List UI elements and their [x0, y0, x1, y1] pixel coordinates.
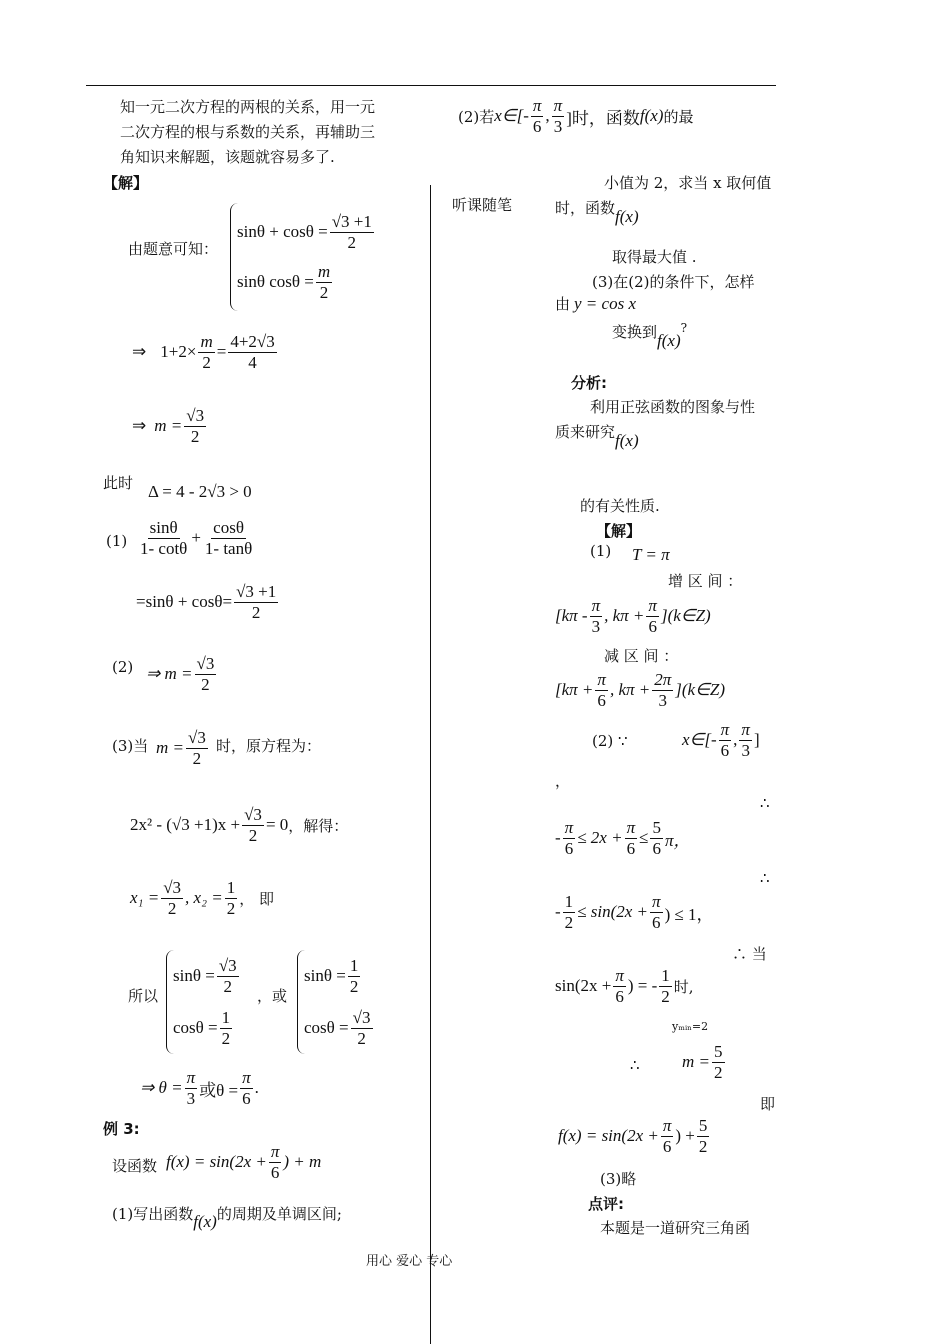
- analysis-line-3: 的有关性质.: [580, 497, 660, 515]
- system-equations: sinθ + cosθ = $\frac{√3 +1}{2}$ sinθ cosθ = $\frac{m}{2}$: [230, 203, 376, 311]
- when-condition: sin(2x + $\frac{\pi}{6}$ ) = - $\frac{1}{2}$ 时,: [555, 966, 694, 1006]
- q3-line-2: 由 y = cos x: [555, 293, 636, 313]
- sol-2-domain: x∈[- $\frac{\pi}{6}$ , $\frac{\pi}{3}$ ]: [682, 720, 760, 760]
- analysis-heading: 分析:: [571, 374, 607, 392]
- part-1-result: = sinθ + cosθ = $\frac{√3 +1}{2}$: [136, 582, 277, 622]
- analysis-line-2: 质来研究 f(x): [555, 423, 639, 450]
- m-value: m = $\frac{5}{2}$: [682, 1042, 723, 1082]
- q3-line-3: 变换到 f(x) ?: [612, 321, 688, 350]
- part-2-expr: ⇒ m = $\frac{√3}{2}$: [146, 654, 215, 694]
- part-3-tail: 时，原方程为：: [216, 737, 322, 755]
- comment-line: 本题是一道研究三角函: [600, 1219, 751, 1237]
- sol-2-label: (2) ∵: [592, 732, 628, 750]
- period: T = π: [632, 545, 670, 564]
- example-3-heading: 例 3:: [103, 1120, 140, 1138]
- given-label: 由题意可知：: [128, 240, 219, 258]
- column-divider: [430, 185, 431, 1344]
- suoyi-label: 所以: [128, 987, 159, 1005]
- inequality-2: - $\frac{1}{2}$ ≤ sin(2x + $\frac{\pi}{6}$ ) ≤ 1，: [555, 892, 714, 932]
- page-footer: 用心 爱心 专心: [366, 1254, 453, 1269]
- part-3-expr: m = $\frac{√3}{2}$: [156, 728, 206, 768]
- quadratic-equation: 2x² - (√3 +1)x + $\frac{√3}{2}$ = 0 ，解得：: [130, 805, 349, 845]
- question-2: (2)若 x∈[- $\frac{\pi}{6}$ , $\frac{\pi}{3}$ ]时，函数 f(x) 的最: [458, 96, 694, 136]
- ji-label: 即: [760, 1095, 776, 1113]
- q2-line-3: 取得最大值 .: [612, 248, 697, 266]
- discriminant: Δ = 4 - 2√3 > 0: [148, 482, 252, 501]
- header-rule: [86, 85, 776, 86]
- cishi-label: 此时: [103, 474, 134, 492]
- set-function-label: 设函数: [112, 1157, 158, 1175]
- q2-line-1: 小值为 2，求当 x 取何值: [604, 174, 772, 192]
- solution-heading: 【解】: [103, 174, 149, 192]
- therefore-1: ∴: [760, 794, 770, 812]
- theta-result: ⇒ θ = $\frac{\pi}{3}$ 或θ = $\frac{\pi}{6}$ .: [140, 1068, 259, 1108]
- huo-label: ，或: [257, 987, 288, 1005]
- inequality-1: - $\frac{\pi}{6}$ ≤ 2x + $\frac{\pi}{6}$ ≤ $\frac{5}{6}$ π，: [555, 818, 691, 858]
- increasing-interval: [kπ - $\frac{\pi}{3}$ , kπ + $\frac{\pi}{6}$ ](k∈Z): [555, 596, 711, 636]
- step-1: ⇒ 1+2× $\frac{m}{2}$ = $\frac{4+2√3}{4}$: [132, 332, 275, 372]
- analysis-line-1: 利用正弦函数的图象与性: [590, 398, 756, 416]
- ymin-value: yₘᵢₙ=2: [672, 1020, 709, 1033]
- roots: x₁ = $\frac{√3}{2}$ , x₂ = $\frac{1}{2}$ ， 即: [130, 878, 274, 918]
- case-system-1: sinθ = $\frac{√3}{2}$ cosθ = $\frac{1}{2}$: [166, 950, 241, 1054]
- part-1-expr: $\frac{\sin\theta}{1- \cot\theta}$ + $\frac{\cos\theta}{1- \tan\theta}$: [140, 518, 253, 558]
- therefore-4: ∴: [630, 1056, 640, 1074]
- case-system-2: sinθ = $\frac{1}{2}$ cosθ = $\frac{√3}{2}$: [297, 950, 375, 1054]
- intro-line-2: 二次方程的根与系数的关系，再辅助三: [120, 123, 376, 141]
- set-function-expr: f(x) = sin(2x + $\frac{\pi}{6}$ ) + m: [166, 1142, 322, 1182]
- increasing-label: 增 区 间 ：: [668, 572, 743, 590]
- comma: ，: [555, 772, 571, 790]
- step-2: ⇒ m = $\frac{√3}{2}$: [132, 406, 205, 446]
- intro-line-1: 知一元二次方程的两根的关系，用一元: [120, 98, 376, 116]
- right-solution-heading: 【解】: [596, 522, 642, 540]
- part-3-label: (3)当: [112, 737, 149, 755]
- decreasing-label: 减 区 间 ：: [604, 647, 679, 665]
- sol-3: (3)略: [600, 1170, 637, 1188]
- comment-heading: 点评:: [588, 1195, 624, 1213]
- sol-1-label: (1): [590, 542, 612, 560]
- q2-line-2: 时，函数 f(x): [555, 199, 639, 226]
- q3-line-1: (3)在(2)的条件下，怎样: [592, 273, 755, 291]
- therefore-3: ∴ 当: [732, 945, 767, 963]
- therefore-2: ∴: [760, 869, 770, 887]
- part-1-label: (1): [106, 532, 128, 550]
- question-1: (1)写出函数 f(x) 的周期及单调区间;: [112, 1204, 342, 1231]
- final-function: f(x) = sin(2x + $\frac{\pi}{6}$ ) + $\frac{5}{2}$: [558, 1116, 708, 1156]
- decreasing-interval: [kπ + $\frac{\pi}{6}$ , kπ + $\frac{2\pi}{3}$ ](k∈Z): [555, 670, 726, 710]
- lecture-notes-label: 听课随笔: [452, 196, 513, 214]
- part-2-label: (2): [112, 658, 134, 676]
- intro-line-3: 角知识来解题，该题就容易多了.: [120, 148, 335, 166]
